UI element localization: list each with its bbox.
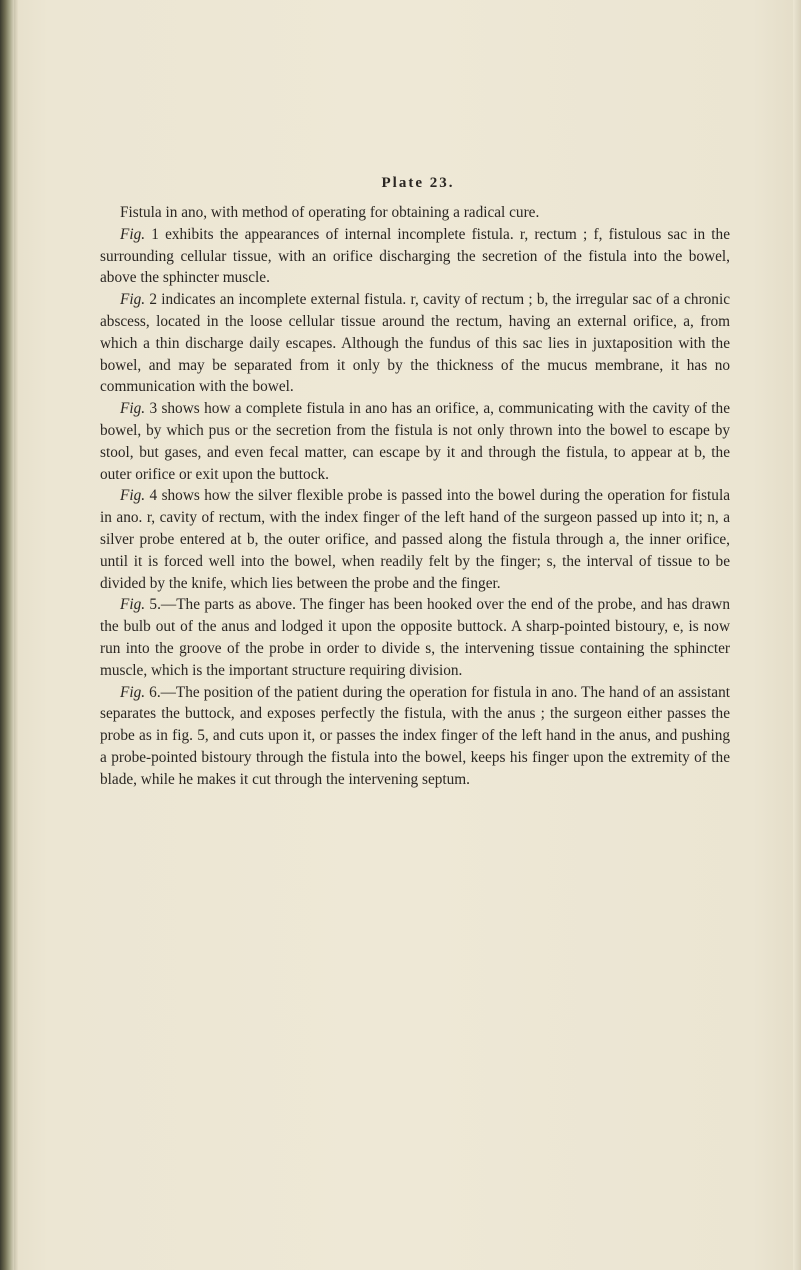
fig-label: Fig. — [120, 596, 146, 614]
fig-3-paragraph — [100, 398, 730, 485]
paragraph-text: 1 exhibits the appearances of internal incomplete fistula. r, rectum ; f, fistulous sac in the surrounding cellular tissue, with an orifice discharging the secretion of the fistula into the bowel, above the sphincter muscle. — [100, 225, 730, 287]
paragraph-text: 3 shows how a complete fistula in ano has an orifice, a, communicating with the cavity of the bowel, by which pus or the secretion from the fistula is not only thrown into the bowel to escape by stool, but gases, and even fecal matter, can escape by it and through the fistula, to appear at b, the outer orifice or exit upon the buttock. — [100, 400, 730, 483]
book-binding-edge — [0, 0, 14, 1270]
fig-label: Fig. — [120, 487, 146, 505]
paragraph-text: 6.—The position of the patient during the operation for fistula in ano. The hand of an assistant separates the buttock, and exposes perfectly the fistula, with the anus ; the surgeon either passes the probe as in fig. 5, and cuts upon it, or passes the index finger of the left hand in the anus, and pushing a probe-pointed bistoury through the fistula into the bowel, keeps his finger upon the extremity of the blade, while he makes it cut through the intervening septum. — [100, 683, 730, 788]
paragraph-text: Fistula in ano, with method of operating for obtaining a radical cure. — [120, 204, 540, 221]
binding-shadow — [14, 0, 18, 1270]
intro-paragraph — [100, 202, 730, 224]
page-right-edge — [793, 0, 801, 1270]
paragraph-text: 2 indicates an incomplete external fistula. r, cavity of rectum ; b, the irregular sac of a chronic abscess, located in the loose cellular tissue around the rectum, having an external orifice, a, from which a thin discharge daily escapes. Although the fundus of this sac lies in juxtaposition with the bowel, and may be separated from it only by the thickness of the mucus membrane, it has no communication with the bowel. — [100, 291, 730, 396]
plate-title: Plate 23. — [381, 175, 455, 191]
fig-6-paragraph — [100, 682, 730, 791]
fig-label: Fig. — [120, 225, 146, 243]
fig-label: Fig. — [120, 400, 146, 418]
fig-2-paragraph — [100, 289, 730, 398]
plate-description — [100, 175, 730, 791]
fig-4-paragraph — [100, 485, 730, 594]
fig-label: Fig. — [120, 291, 146, 309]
fig-1-paragraph — [100, 224, 730, 289]
paragraph-text: 5.—The parts as above. The finger has been hooked over the end of the probe, and has drawn the bulb out of the anus and lodged it upon the opposite buttock. A sharp-pointed bistoury, e, is now run into the groove of the probe in order to divide s, the intervening tissue containing the sphincter muscle, which is the important structure requiring division. — [100, 596, 730, 679]
paragraph-text: 4 shows how the silver flexible probe is passed into the bowel during the operation for fistula in ano. r, cavity of rectum, with the index finger of the left hand of the surgeon passed up into it; n, a silver probe entered at b, the outer orifice, and passed along the fistula through a, the inner orifice, until it is forced well into the bowel, when readily felt by the finger; s, the interval of tissue to be divided by the knife, which lies between the probe and the finger. — [100, 487, 730, 592]
fig-label: Fig. — [120, 683, 146, 701]
fig-5-paragraph — [100, 594, 730, 681]
